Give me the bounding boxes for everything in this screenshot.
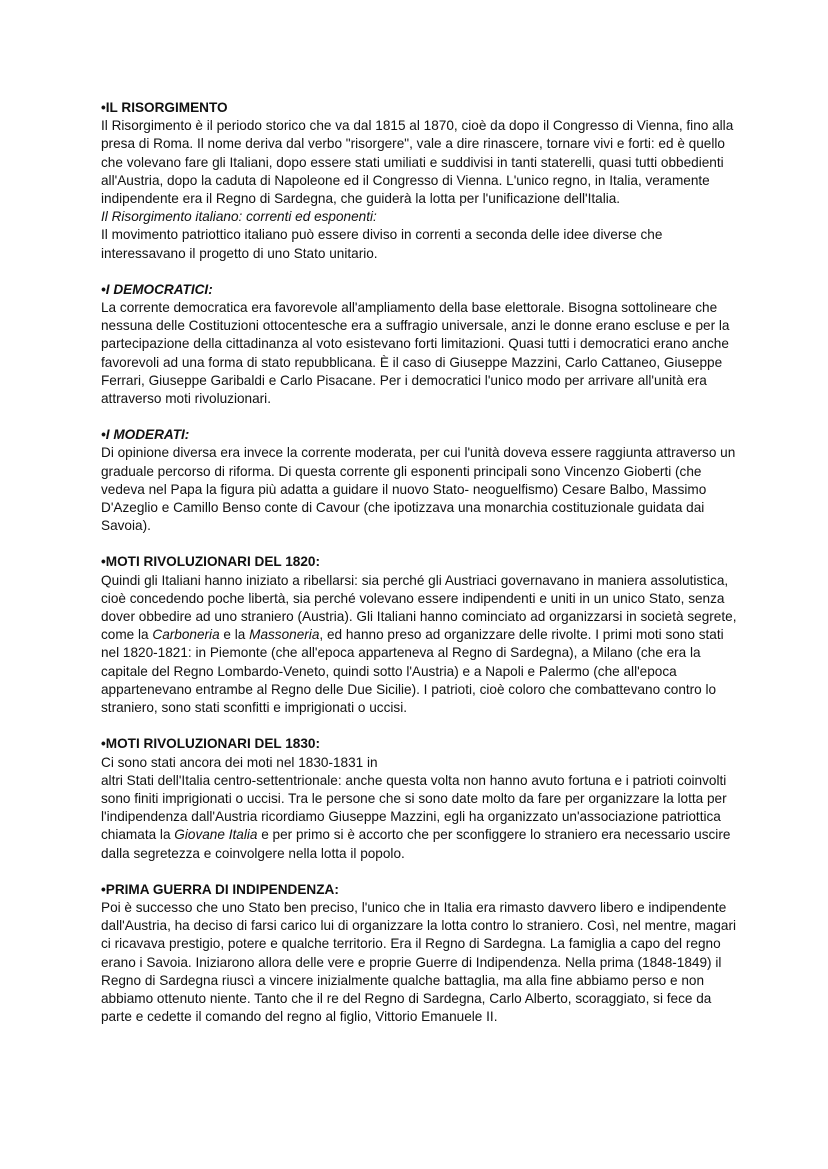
paragraph: Il movimento patriottico italiano può essere diviso in correnti a seconda delle idee diverse che interessavano il progetto di uno Stato unitario. [101,227,663,261]
emphasis-massoneria: Massoneria [249,627,320,643]
paragraph: Poi è successo che uno Stato ben preciso, l'unico che in Italia era rimasto davvero libero e indipendente dall'Austria, ha deciso di farsi carico lui di organizzare la lotta contro lo straniero. Così, nel mentre, magari ci ricavava prestigio, potere e qualche territorio. Era il Regno di Sardegna. La famiglia a capo del regno erano i Savoia. Iniziarono allora delle vere e proprie Guerre di Indipendenza. Nella prima (1848-1849) il Regno di Sardegna riuscì a vincere inizialmente qualche battaglia, ma alla fine abbiamo perso e non abbiamo ottenuto niente. Tanto che il re del Regno di Sardegna, Carlo Alberto, scoraggiato, si fece da parte e cedette il comando del regno al figlio, Vittorio Emanuele II. [101,899,736,1025]
section-prima-guerra [101,881,741,1027]
paragraph: La corrente democratica era favorevole all'ampliamento della base elettorale. Bisogna sottolineare che nessuna delle Costituzioni ottocentesche era a suffragio universale, anzi le donne erano escluse e per la partecipazione della cittadinanza al voto esistevano forti limitazioni. Quasi tutti i democratici erano anche favorevoli ad una forma di stato repubblicana. È il caso di Giuseppe Mazzini, Carlo Cattaneo, Giuseppe Ferrari, Giuseppe Garibaldi e Carlo Pisacane. Per i democratici l'unico modo per arrivare all'unità era attraverso moti rivoluzionari. [101,300,730,407]
section-risorgimento [101,99,741,263]
paragraph: Di opinione diversa era invece la corrente moderata, per cui l'unità doveva essere raggiunta attraverso un graduale percorso di riforma. Di questa corrente gli esponenti principali sono Vincenzo Gioberti (che vedeva nel Papa la figura più adatta a guidare il nuovo Stato- neoguelfismo) Cesare Balbo, Massimo D'Azeglio e Camillo Benso conte di Cavour (che ipotizzava una monarchia costituzionale guidata dai Savoia). [101,445,736,534]
paragraph [101,772,741,863]
paragraph: Il Risorgimento è il periodo storico che va dal 1815 al 1870, cioè da dopo il Congresso di Vienna, fino alla presa di Roma. Il nome deriva dal verbo "risorgere", vale a dire rinascere, tornare vivi e forti: ed è quello che volevano fare gli Italiani, dopo essere stati umiliati e suddivisi in tanti staterelli, quasi tutti obbedienti all'Austria, dopo la caduta di Napoleone ed il Congresso di Vienna. L'unico regno, in Italia, veramente indipendente era il Regno di Sardegna, che guiderà la lotta per l'unificazione dell'Italia. [101,118,734,207]
section-democratici [101,281,741,408]
section-heading: •MOTI RIVOLUZIONARI DEL 1820: [101,554,321,570]
paragraph-line: Ci sono stati ancora dei moti nel 1830-1831 in [101,754,378,770]
document-page [101,99,741,1044]
text-run: , ed hanno preso ad organizzare delle rivolte. I primi moti sono stati nel 1820-1821: in Piemonte (che all'epoca apparteneva al Regno di Sardegna), a Milano (che era la capitale del Regno Lombardo-Veneto, quindi sotto l'Austria) e a Napoli e Palermo (che all'epoca appartenevano entrambe al Regno delle Due Sicilie). I patrioti, cioè coloro che combattevano contro lo straniero, sono stati sconfitti e imprigionati o uccisi. [101,627,724,716]
section-heading: •I MODERATI: [101,427,190,443]
section-moti-1830 [101,735,741,862]
text-run: Quindi gli Italiani hanno iniziato a ribellarsi: sia perché gli Austriaci governavano in maniera assolutistica, cioè concedendo poche libertà, sia perché volevano essere indipendenti e uniti in un unico Stato, senza dover obbedire ad uno straniero (Austria). Gli Italiani hanno cominciato ad organizzarsi in società segrete, come la [101,572,737,643]
section-heading: •IL RISORGIMENTO [101,100,228,115]
text-run: e la [219,627,250,643]
section-moderati [101,426,741,535]
text-run: altri Stati dell'Italia centro-settentrionale: anche questa volta non hanno avuto fortuna e i patrioti coinvolti sono finiti imprigionati o uccisi. Tra le persone che si sono date molto da fare per organizzare la lotta per l'indipendenza dall'Austria ricordiamo Giuseppe Mazzini, egli ha organizzato un'associazione patriottica chiamata la [101,772,727,843]
text-run: e per primo si è accorto che per sconfiggere lo straniero era necessario uscire dalla segretezza e coinvolgere nella lotta il popolo. [101,827,731,861]
subheading: Il Risorgimento italiano: correnti ed esponenti: [101,209,377,225]
section-heading: •MOTI RIVOLUZIONARI DEL 1830: [101,736,321,752]
emphasis-giovane-italia: Giovane Italia [174,827,258,843]
section-heading: •I DEMOCRATICI: [101,281,213,297]
emphasis-carboneria: Carboneria [152,627,220,643]
paragraph [101,572,741,718]
section-moti-1820 [101,553,741,717]
section-heading: •PRIMA GUERRA DI INDIPENDENZA: [101,881,339,897]
